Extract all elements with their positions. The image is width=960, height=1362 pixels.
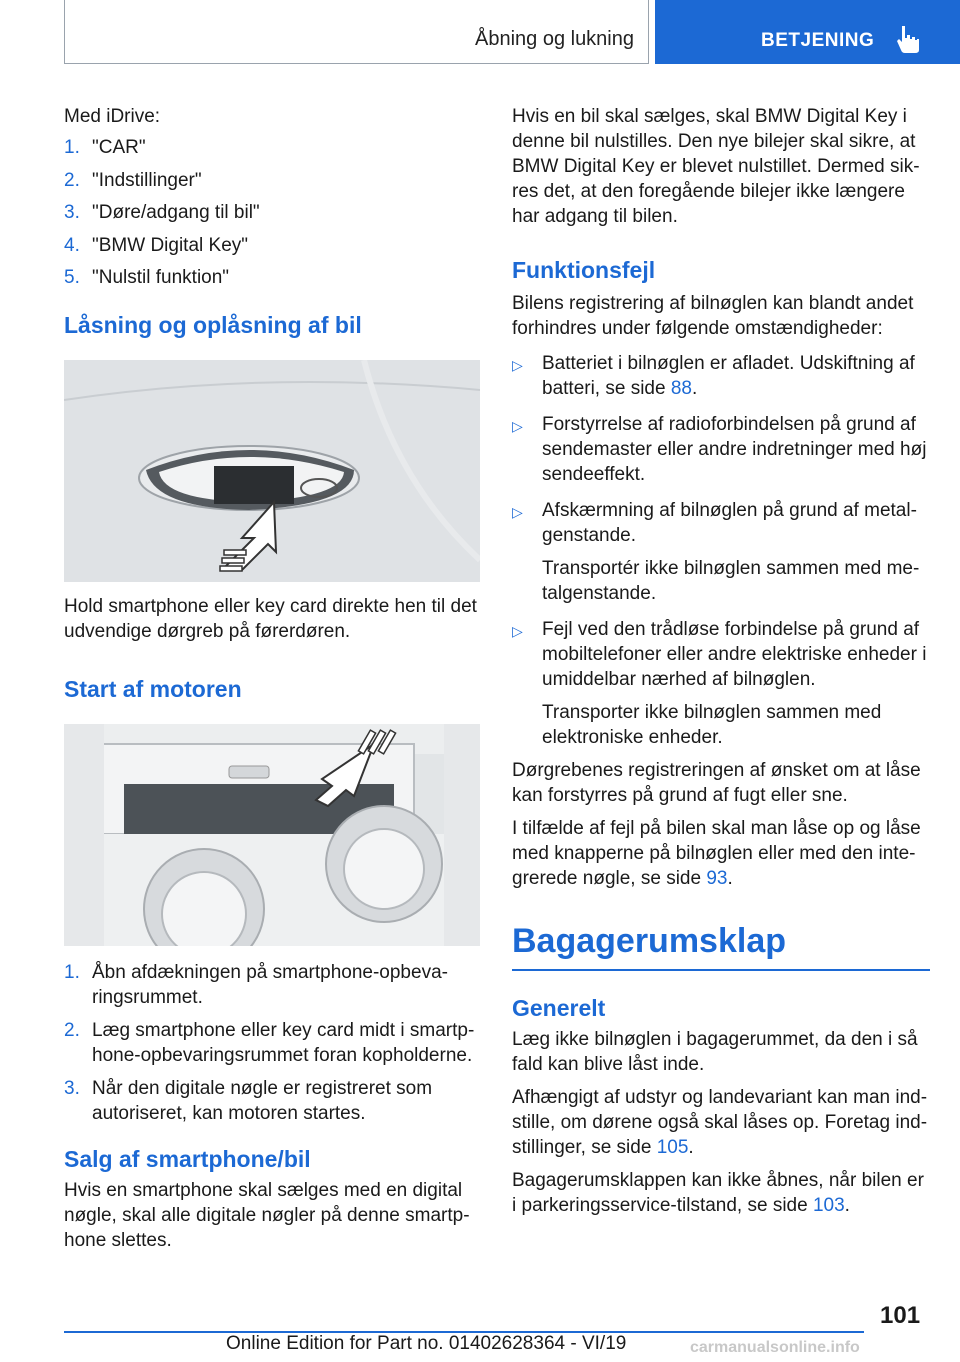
general-heading: Generelt [512,994,606,1021]
page-ref-link[interactable]: 93 [706,868,728,889]
list-item: ▷ Fejl ved den trådløse forbindelse på grund af mobiltelefoner eller andre elektriske enheder i umiddelbar nærhed af bilnøglen. Transporter ikke bilnøglen sammen med elektroniske enheder. [512,619,927,748]
header-chapter-tab[interactable] [655,0,960,64]
watermark: carmanualsonline.info [690,1339,860,1356]
chapter-tab-label: BETJENING [761,30,875,51]
unlock-setting-text: Afhængigt af udstyr og landevariant kan man indstille, om dørene også skal låses op. Foretag indstillinger, se side 105. [512,1086,928,1158]
lock-instructions: Hold smartphone eller key card direkte hen til det udvendige dørgreb på førerdøren. [64,596,477,643]
list-item: 5. "Nulstil funktion" [64,267,230,289]
idrive-intro: Med iDrive: [64,106,161,127]
right-column [512,100,930,1218]
sale-smartphone-text: Hvis en smartphone skal sælges med en digital nøgle, skal alle digitale nøgler på denne smartphone slettes. [64,1179,470,1251]
header-section-box [64,0,649,64]
fault-causes-list [512,351,930,750]
triangle-bullet-icon: ▷ [512,623,523,639]
list-item: ▷ Batteriet i bilnøglen er afladet. Udskiftning af batteri, se side 88. [512,353,915,399]
list-item: ▷ Forstyrrelse af radioforbindelsen på grund af sendemaster eller andre indretninger med høj sendeeffekt. [512,414,927,485]
list-item: 3. "Døre/adgang til bil" [64,202,260,224]
valet-mode-text: Bagagerumsklappen kan ikke åbnes, når bilen er i parkeringsservice-tilstand, se side 103. [512,1169,924,1216]
list-item: ▷ Afskærmning af bilnøglen på grund af metalgenstande. Transportér ikke bilnøglen sammen med metalgenstande. [512,500,920,604]
page-ref-link[interactable]: 103 [812,1194,845,1216]
sale-heading: Salg af smartphone/bil [64,1145,311,1172]
left-column [64,100,482,1253]
triangle-bullet-icon: ▷ [512,418,523,434]
triangle-bullet-icon: ▷ [512,357,523,373]
list-item: 3. Når den digitale nøgle er registreret som autoriseret, kan motoren startes. [64,1077,433,1124]
door-handle-illustration [64,360,480,582]
sale-car-text: Hvis en bil skal sælges, skal BMW Digital Key i denne bil nulstilles. Den nye bilejer skal sikre, at BMW Digital Key er blevet nulstillet. Dermed sikres det, at den foregående bilejer ikke længere har adgang til bilen. [512,106,920,227]
list-item: 4. "BMW Digital Key" [64,234,249,256]
engine-start-steps-list [64,960,482,1125]
page-ref-link[interactable]: 105 [656,1136,689,1158]
smartphone-tray-illustration [64,724,480,946]
lock-heading: Låsning og oplåsning af bil [64,312,362,339]
engine-start-heading: Start af motoren [64,676,242,703]
handle-moisture-text: Dørgrebenes registreringen af ønsket om at låse kan forstyrres på grund af fugt eller sne. [512,760,921,806]
idrive-steps-list [64,135,482,290]
trunk-lid-heading: Bagagerumsklap [512,922,786,960]
page-ref-link[interactable]: 88 [670,378,692,399]
triangle-bullet-icon: ▷ [512,504,523,520]
pointing-hand-icon [895,24,921,54]
general-text: Læg ikke bilnøglen i bagagerummet, da den i så fald kan blive låst inde. [512,1028,918,1075]
fault-heading: Funktionsfejl [512,257,656,283]
header-section-title: Åbning og lukning [474,28,634,50]
edition-info: Online Edition for Part no. 01402628364 - VI/19 [226,1333,627,1354]
list-item: 2. Læg smartphone eller key card midt i smartphone-opbevaringsrummet foran kopholderne. [64,1019,475,1066]
list-item: 1. "CAR" [64,137,146,158]
fault-action-text: I tilfælde af fejl på bilen skal man låse op og låse med knapperne på bilnøglen eller med den integrerede nøgle, se side 93. [512,818,921,889]
list-item: 2. "Indstillinger" [64,169,202,191]
page-number: 101 [880,1302,921,1329]
fault-intro: Bilens registrering af bilnøglen kan blandt andet forhindres under følgende omstændigheder: [512,293,914,339]
list-item: 1. Åbn afdækningen på smartphone-opbevaringsrummet. [64,962,448,1009]
heading-rule [512,969,930,971]
